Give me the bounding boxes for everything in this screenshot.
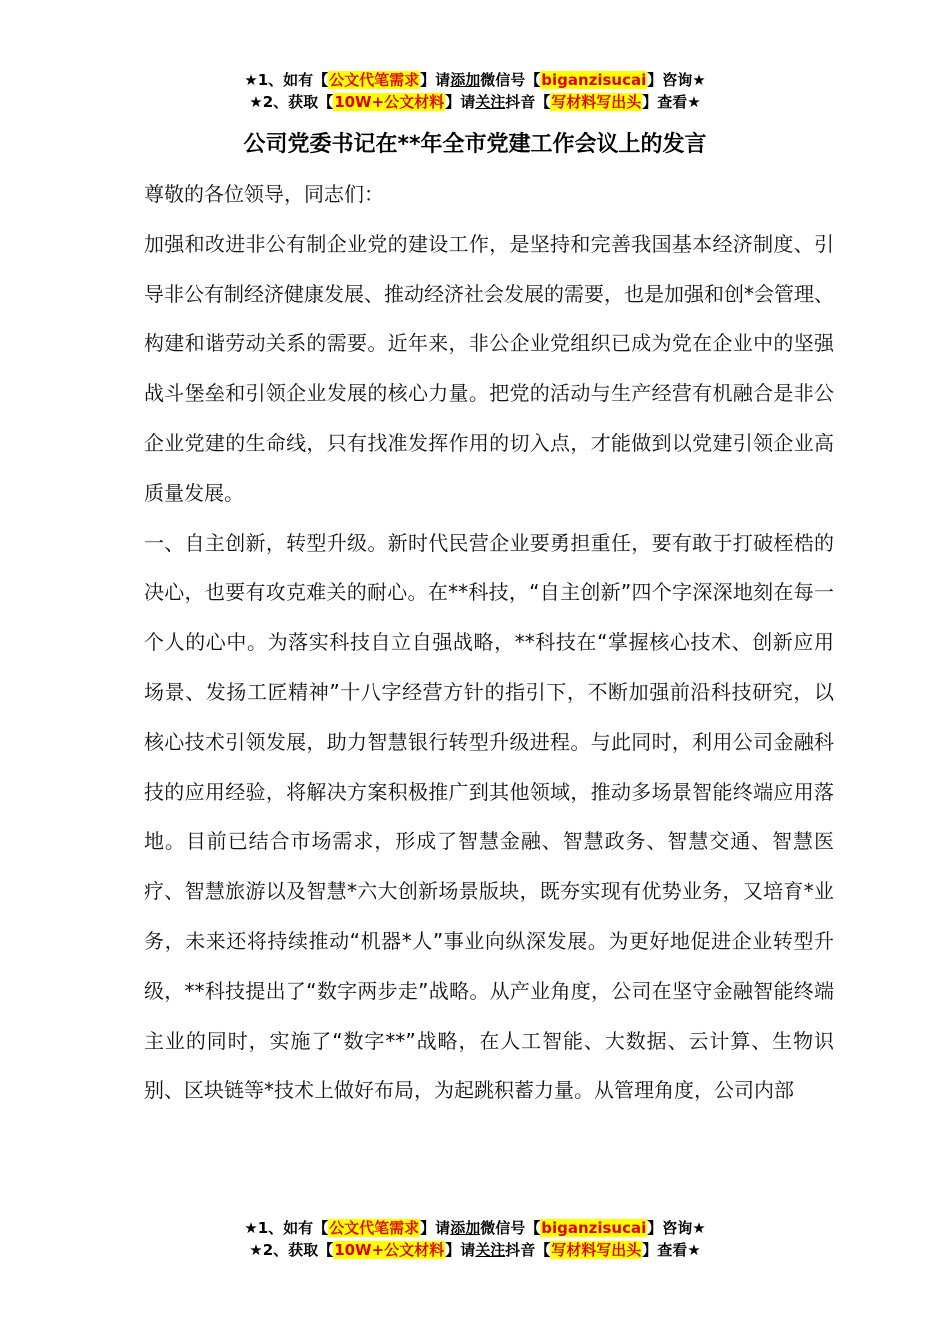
banner-text: 】查看★ [642,93,701,111]
banner-underlined-text: 关注 [475,93,506,111]
banner-text: 】咨询★ [647,1219,706,1237]
paragraph: 一、自主创新，转型升级。新时代民营企业要勇担重任，要有敢于打破桎梏的决心，也要有攻克难关的耐心。在**科技，“自主创新”四个字深深地刻在每一个人的心中。为落实科技自立自强战略，**科技在“掌握核心技术、创新应用场景、发扬工匠精神”十八字经营方针的指引下，不断加强前沿科技研究，以核心技术引领发展，助力智慧银行转型升级进程。与此同时，利用公司金融科技的应用经验，将解决方案积极推广到其他领域，推动多场景智能终端应用落地。目前已结合市场需求，形成了智慧金融、智慧政务、智慧交通、智慧医疗、智慧旅游以及智慧*六大创新场景版块，既夯实现有优势业务，又培育*业务，未来还将持续推动“机器*人”事业向纵深发展。为更好地促进企业转型升级，**科技提出了“数字两步走”战略。从产业角度，公司在坚守金融智能终端主业的同时，实施了“数字**”战略，在人工智能、大数据、云计算、生物识别、区块链等*技术上做好布局，为起跳积蓄力量。从管理角度，公司内部 [144,530,834,1103]
highlight-wechat-id: biganzisucai [541,71,647,89]
header-banner [0,69,950,113]
banner-underlined-text: 关注 [475,1241,506,1259]
highlight-service: 公文代笔需求 [329,71,420,89]
banner-line-1 [0,69,950,91]
highlight-douyin: 写材料写出头 [551,1241,642,1259]
document-body [144,170,834,1116]
banner-text: 抖音【 [505,1241,551,1259]
highlight-materials: 10W+公文材料 [334,93,445,111]
banner-text: 】请 [420,71,451,89]
banner-text: 】请 [420,1219,451,1237]
document-title: 公司党委书记在**年全市党建工作会议上的发言 [243,132,707,157]
banner-text: 抖音【 [505,93,551,111]
banner-text: 微信号【 [480,71,541,89]
footer-banner [0,1217,950,1261]
banner-line-2 [0,91,950,113]
banner-text: ★1、如有【 [244,71,329,89]
highlight-materials: 10W+公文材料 [334,1241,445,1259]
banner-text: 微信号【 [480,1219,541,1237]
highlight-wechat-id: biganzisucai [541,1219,647,1237]
banner-text: ★1、如有【 [244,1219,329,1237]
banner-text: 】查看★ [642,1241,701,1259]
banner-line-1 [0,1217,950,1239]
banner-underlined-text: 添加 [450,1219,481,1237]
banner-text: 】请 [445,1241,476,1259]
banner-text: 】咨询★ [647,71,706,89]
highlight-douyin: 写材料写出头 [551,93,642,111]
paragraph: 加强和改进非公有制企业党的建设工作，是坚持和完善我国基本经济制度、引导非公有制经济健康发展、推动经济社会发展的需要，也是加强和创*会管理、构建和谐劳动关系的需要。近年来，非公企业党组织已成为党在企业中的坚强战斗堡垒和引领企业发展的核心力量。把党的活动与生产经营有机融合是非公企业党建的生命线，只有找准发挥作用的切入点，才能做到以党建引领企业高质量发展。 [144,231,834,505]
banner-line-2 [0,1239,950,1261]
banner-text: ★2、获取【 [249,93,334,111]
banner-text: ★2、获取【 [249,1241,334,1259]
banner-underlined-text: 添加 [450,71,481,89]
salutation: 尊敬的各位领导，同志们： [144,182,384,206]
banner-text: 】请 [445,93,476,111]
highlight-service: 公文代笔需求 [329,1219,420,1237]
